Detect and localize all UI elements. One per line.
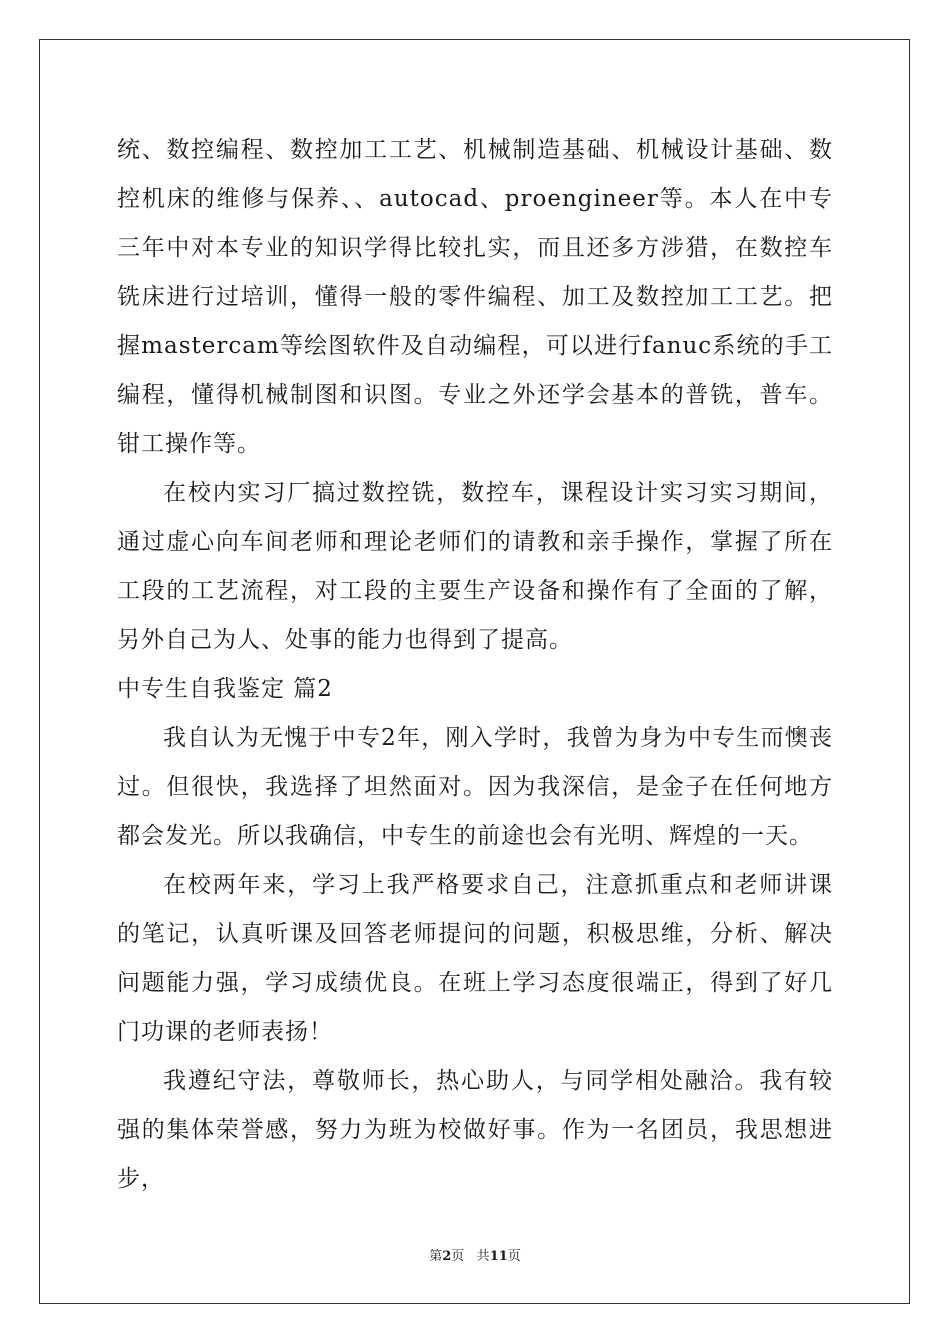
total-suffix: 页 — [507, 1249, 521, 1264]
page-footer — [0, 1245, 950, 1264]
paragraph: 在校内实习厂搞过数控铣，数控车，课程设计实习实习期间，通过虚心向车间老师和理论老师们的请教和亲手操作，掌握了所在工段的工艺流程，对工段的主要生产设备和操作有了全面的了解，另外自己为人、处事的能力也得到了提高。 — [117, 480, 833, 653]
page-suffix: 页 — [451, 1249, 465, 1264]
paragraph: 我遵纪守法，尊敬师长，热心助人，与同学相处融洽。我有较强的集体荣誉感，努力为班为校做好事。作为一名团员，我思想进步， — [117, 1068, 833, 1192]
page-total: 11 — [489, 1249, 508, 1264]
page-prefix: 第 — [429, 1249, 443, 1264]
paragraph: 我自认为无愧于中专2年，刚入学时，我曾为身为中专生而懊丧过。但很快，我选择了坦然面对。因为我深信，是金子在任何地方都会发光。所以我确信，中专生的前途也会有光明、辉煌的一天。 — [117, 725, 833, 849]
total-prefix: 共 — [476, 1249, 490, 1264]
paragraph: 统、数控编程、数控加工工艺、机械制造基础、机械设计基础、数控机床的维修与保养、、autocad、proengineer等。本人在中专三年中对本专业的知识学得比较扎实，而且还多方涉猎，在数控车铣床进行过培训，懂得一般的零件编程、加工及数控加工工艺。把握mastercam等绘图软件及自动编程，可以进行fanuc系统的手工编程，懂得机械制图和识图。专业之外还学会基本的普铣，普车。钳工操作等。 — [117, 137, 833, 457]
document-body — [117, 126, 833, 1204]
section-heading: 中专生自我鉴定 篇2 — [117, 676, 333, 702]
page-current: 2 — [442, 1249, 452, 1264]
paragraph: 在校两年来，学习上我严格要求自己，注意抓重点和老师讲课的笔记，认真听课及回答老师提问的问题，积极思维，分析、解决问题能力强，学习成绩优良。在班上学习态度很端正，得到了好几门功课的老师表扬！ — [117, 872, 833, 1045]
